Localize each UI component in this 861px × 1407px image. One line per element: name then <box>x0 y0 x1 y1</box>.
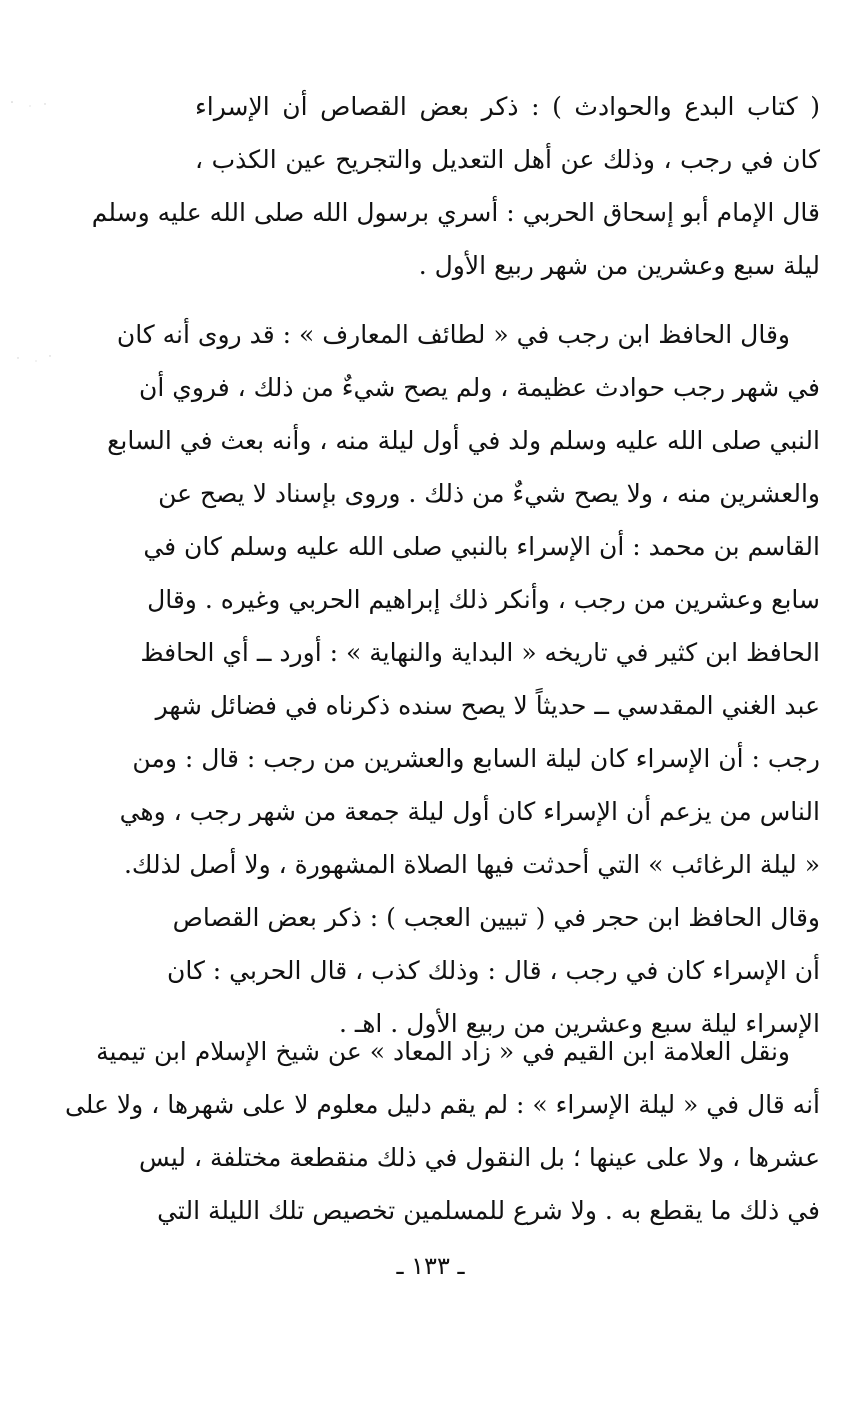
text-line: والعشرين منه ، ولا يصح شيءٌ من ذلك . وروى بإسناد لا يصح عن <box>158 479 820 508</box>
text-line: النبي صلى الله عليه وسلم ولد في أول ليلة منه ، وأنه بعث في السابع <box>107 426 820 455</box>
text-line: كان في رجب ، وذلك عن أهل التعديل والتجريح عين الكذب ، <box>195 145 820 174</box>
text-line: « ليلة الرغائب » التي أحدثت فيها الصلاة المشهورة ، ولا أصل لذلك. <box>123 850 820 879</box>
page-number: ـ ١٣٣ ـ <box>396 1252 465 1280</box>
text-line: الإسراء ليلة سبع وعشرين من ربيع الأول . اهـ . <box>339 1009 820 1038</box>
text-line: عبد الغني المقدسي ــ حديثاً لا يصح سنده ذكرناه في فضائل شهر <box>155 691 820 720</box>
text-line: رجب : أن الإسراء كان ليلة السابع والعشرين من رجب : قال : ومن <box>132 744 820 773</box>
paragraph-2 <box>107 308 820 1050</box>
text-line: الناس من يزعم أن الإسراء كان أول ليلة جمعة من شهر رجب ، وهي <box>119 797 820 826</box>
text-line: القاسم بن محمد : أن الإسراء بالنبي صلى الله عليه وسلم كان في <box>143 532 820 561</box>
text-line: قال الإمام أبو إسحاق الحربي : أسري برسول الله صلى الله عليه وسلم <box>91 198 820 227</box>
text-line: عشرها ، ولا على عينها ؛ بل النقول في ذلك منقطعة مختلفة ، ليس <box>138 1143 820 1172</box>
paragraph-3 <box>64 1025 820 1237</box>
text-line: في شهر رجب حوادث عظيمة ، ولم يصح شيءٌ من ذلك ، فروي أن <box>139 373 820 402</box>
text-line: ونقل العلامة ابن القيم في « زاد المعاد » عن شيخ الإسلام ابن تيمية <box>96 1037 790 1066</box>
text-line: سابع وعشرين من رجب ، وأنكر ذلك إبراهيم الحربي وغيره . وقال <box>147 585 820 614</box>
text-line: أن الإسراء كان في رجب ، قال : وذلك كذب ، قال الحربي : كان <box>166 956 820 985</box>
text-line: ( كتاب البدع والحوادث ) : ذكر بعض القصاص أن الإسراء <box>195 92 820 121</box>
text-line: وقال الحافظ ابن رجب في « لطائف المعارف » : قد روى أنه كان <box>116 320 790 349</box>
scan-speckle-icon <box>0 80 60 380</box>
text-line: وقال الحافظ ابن حجر في ( تبيين العجب ) : ذكر بعض القصاص <box>172 903 820 932</box>
text-line: ليلة سبع وعشرين من شهر ربيع الأول . <box>418 251 820 280</box>
text-line: أنه قال في « ليلة الإسراء » : لم يقم دليل معلوم لا على شهرها ، ولا على <box>64 1090 820 1119</box>
text-line: الحافظ ابن كثير في تاريخه « البداية والنهاية » : أورد ــ أي الحافظ <box>140 638 820 667</box>
text-line: في ذلك ما يقطع به . ولا شرع للمسلمين تخصيص تلك الليلة التي <box>157 1196 820 1225</box>
paragraph-1 <box>91 80 820 292</box>
